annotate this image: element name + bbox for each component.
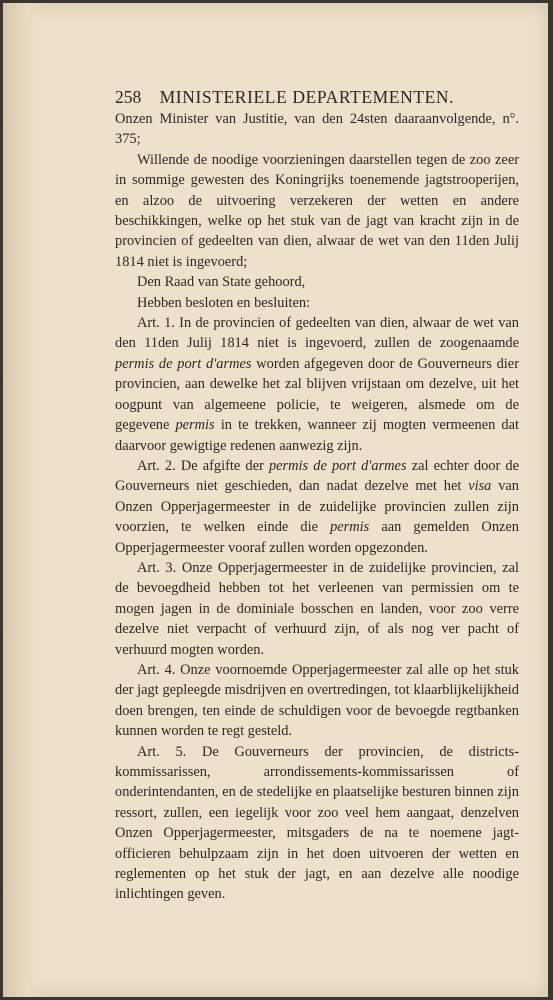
paragraph-decision: Hebben besloten en besluiten: (137, 294, 311, 311)
article-2-text-a: Art. 2. De afgifte der (137, 457, 264, 474)
article-3: Art. 3. Onze Opperjagermeester in de zuidelijke provincien, zal de bevoegdheid hebben tot het verleenen van permissien om te mogen jagen in de dominiale bosschen en landen, voor zoo verre dezelve niet verpacht of verhuurd zijn, of als nog ver pacht of verhuurd mogten worden. (115, 559, 519, 658)
page-gutter-shadow (3, 3, 45, 997)
paragraph-intro: Onzen Minister van Justitie, van den 24sten daaraanvolgende, n°. 375; (115, 111, 519, 148)
book-page (3, 3, 548, 997)
article-2-term: permis de port d'armes (268, 457, 407, 474)
running-header (115, 87, 465, 108)
page-number: 258 (115, 87, 142, 107)
article-5: Art. 5. De Gouverneurs der provincien, de districts-kommissarissen, arrondissements-kommissarissen of onderintendanten, en de stedelijke en plaatselijke besturen binnen zijn ressort, zullen, een iegelijk voor zoo veel hem aangaat, denzelven Onzen Opperjagermeester, mitsgaders de na te noemene jagt-officieren behulpzaam zijn in het doen uitvoeren der wetten en reglementen op het stuk der jagt, en aan dezelve alle noodige inlichtingen geven. (115, 743, 519, 903)
article-1-text-c: in te trekken, wanneer zij mogten vermeenen dat daarvoor gewigtige redenen aanwezig zijn. (115, 417, 520, 454)
article-4: Art. 4. Onze voornoemde Opperjagermeester zal alle op het stuk der jagt gepleegde misdrijven en overtredingen, tot klaarblijkelijkheid doen brengen, ten einde de schuldigen voor de bevoegde regtbanken kunnen worden te regt gesteld. (115, 661, 519, 740)
paragraph-council: Den Raad van State gehoord, (137, 274, 306, 291)
article-2 (115, 456, 519, 558)
running-title: MINISTERIELE DEPARTEMENTEN. (159, 87, 455, 107)
article-1-text-b: worden afgegeven door de Gouverneurs dier provincien, aan dewelke het zal blijven vrijstaan om dezelve, uit het oogpunt van algemeene policie, te weigeren, alsmede om de gegevene (115, 355, 519, 434)
article-1 (115, 313, 519, 456)
paragraph-preamble: Willende de noodige voorzieningen daarstellen tegen de zoo zeer in sommige gewesten des Koningrijks toenemende jagtstrooperijen, en alzoo de uitvoering verzekeren der wetten en andere beschikkingen, welke op het stuk van de jagt van kracht zijn in de provincien of gedeelten van dien, alwaar de wet van den 11den Julij 1814 niet is ingevoerd; (115, 151, 519, 270)
article-1-term: permis de port d'armes (115, 355, 252, 372)
article-2-text-b: zal echter door de Gouverneurs niet geschieden, dan nadat dezelve met het (115, 457, 519, 495)
article-2-term-3: permis (330, 519, 370, 536)
article-1-text-a: Art. 1. In de provincien of gedeelten van dien, alwaar de wet van den 11den Julij 1814 niet is ingevoerd, zullen de zoogenaamde (115, 315, 519, 352)
article-1-term-2: permis (175, 417, 215, 434)
article-2-text-c: van Onzen Opperjagermeester in de zuidelijke provincien zullen zijn voorzien, te welken einde die (115, 478, 519, 536)
article-2-text-d: aan gemelden Onzen Opperjagermeester vooraf zullen worden opgezonden. (115, 519, 519, 556)
article-2-term-2: visa (468, 478, 492, 495)
body-text (115, 109, 519, 905)
